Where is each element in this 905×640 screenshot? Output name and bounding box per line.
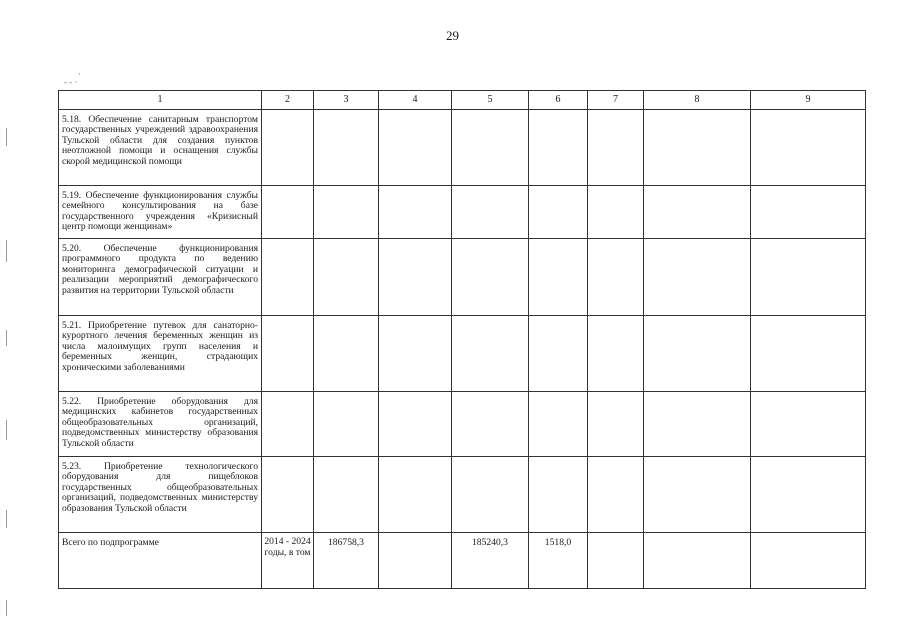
scan-artifact: ‐ ‐ · [64, 77, 78, 87]
period-cell [262, 239, 314, 316]
page-number: 29 [446, 28, 459, 43]
column-header: 8 [644, 91, 751, 110]
value-cell [529, 316, 588, 392]
value-cell [529, 239, 588, 316]
column-header: 5 [452, 91, 529, 110]
value-cell [751, 239, 866, 316]
value-cell [379, 392, 452, 457]
activity-name-cell: 5.18. Обеспечение санитарным транспортом государственных учреждений здравоохранения Тульской области для создания пунктов неотложной помощи и оснащения службы скорой медицинской помощи [59, 110, 262, 186]
period-cell [262, 457, 314, 533]
column-header: 3 [314, 91, 379, 110]
total-value-cell [751, 533, 866, 589]
value-cell [751, 392, 866, 457]
value-cell [644, 186, 751, 239]
total-value-cell [588, 533, 644, 589]
value-cell [452, 457, 529, 533]
value-cell [588, 457, 644, 533]
total-value-cell: 186758,3 [314, 533, 379, 589]
scan-edge-mark [6, 420, 7, 440]
value-cell [379, 239, 452, 316]
value-cell [314, 239, 379, 316]
total-value-cell [379, 533, 452, 589]
value-cell [314, 110, 379, 186]
activity-name-cell: 5.19. Обеспечение функционирования службы семейного консультирования на базе государственного учреждения «Кризисный центр помощи женщинам» [59, 186, 262, 239]
value-cell [314, 392, 379, 457]
column-header: 6 [529, 91, 588, 110]
value-cell [751, 110, 866, 186]
value-cell [452, 186, 529, 239]
activity-name-cell: 5.21. Приобретение путевок для санаторно-курортного лечения беременных женщин из числа малоимущих групп населения и беременных женщин, страдающих хроническими заболеваниями [59, 316, 262, 392]
value-cell [529, 186, 588, 239]
value-cell [452, 239, 529, 316]
value-cell [379, 316, 452, 392]
value-cell [588, 110, 644, 186]
activity-name-cell: 5.23. Приобретение технологического оборудования для пищеблоков государственных общеобразовательных организаций, подведомственных министерству образования Тульской области [59, 457, 262, 533]
table-row [59, 239, 866, 316]
value-cell [751, 186, 866, 239]
period-cell [262, 392, 314, 457]
value-cell [314, 457, 379, 533]
total-row [59, 533, 866, 589]
total-label-cell: Всего по подпрограмме [59, 533, 262, 589]
table-row [59, 392, 866, 457]
total-value-cell: 1518,0 [529, 533, 588, 589]
value-cell [379, 110, 452, 186]
value-cell [452, 316, 529, 392]
column-header: 2 [262, 91, 314, 110]
table-row [59, 316, 866, 392]
total-period-cell: 2014 - 2024 годы, в том [262, 533, 314, 589]
value-cell [314, 316, 379, 392]
period-cell [262, 186, 314, 239]
period-cell [262, 110, 314, 186]
scan-artifact: · [78, 69, 81, 79]
column-header: 4 [379, 91, 452, 110]
table-row [59, 457, 866, 533]
value-cell [588, 392, 644, 457]
value-cell [644, 457, 751, 533]
column-header: 7 [588, 91, 644, 110]
value-cell [644, 316, 751, 392]
value-cell [529, 392, 588, 457]
scan-edge-mark [6, 240, 7, 262]
value-cell [644, 110, 751, 186]
activity-name-cell: 5.22. Приобретение оборудования для медицинских кабинетов государственных общеобразовательных организаций, подведомственных министерству образования Тульской области [59, 392, 262, 457]
value-cell [529, 110, 588, 186]
table-row [59, 186, 866, 239]
scan-edge-mark [6, 600, 7, 616]
value-cell [644, 392, 751, 457]
scan-edge-mark [6, 330, 7, 346]
value-cell [379, 186, 452, 239]
column-header: 9 [751, 91, 866, 110]
value-cell [452, 392, 529, 457]
value-cell [588, 316, 644, 392]
value-cell [588, 186, 644, 239]
program-activities-table [58, 90, 866, 589]
column-header: 1 [59, 91, 262, 110]
scan-edge-mark [6, 510, 7, 528]
table-header-row [59, 91, 866, 110]
value-cell [751, 316, 866, 392]
scan-edge-mark [6, 128, 7, 146]
table-row [59, 110, 866, 186]
total-value-cell [644, 533, 751, 589]
value-cell [644, 239, 751, 316]
value-cell [379, 457, 452, 533]
value-cell [452, 110, 529, 186]
total-value-cell: 185240,3 [452, 533, 529, 589]
value-cell [588, 239, 644, 316]
value-cell [529, 457, 588, 533]
period-cell [262, 316, 314, 392]
value-cell [314, 186, 379, 239]
value-cell [751, 457, 866, 533]
activity-name-cell: 5.20. Обеспечение функционирования программного продукта по ведению мониторинга демографической ситуации и реализации мероприятий демографического развития на территории Тульской области [59, 239, 262, 316]
